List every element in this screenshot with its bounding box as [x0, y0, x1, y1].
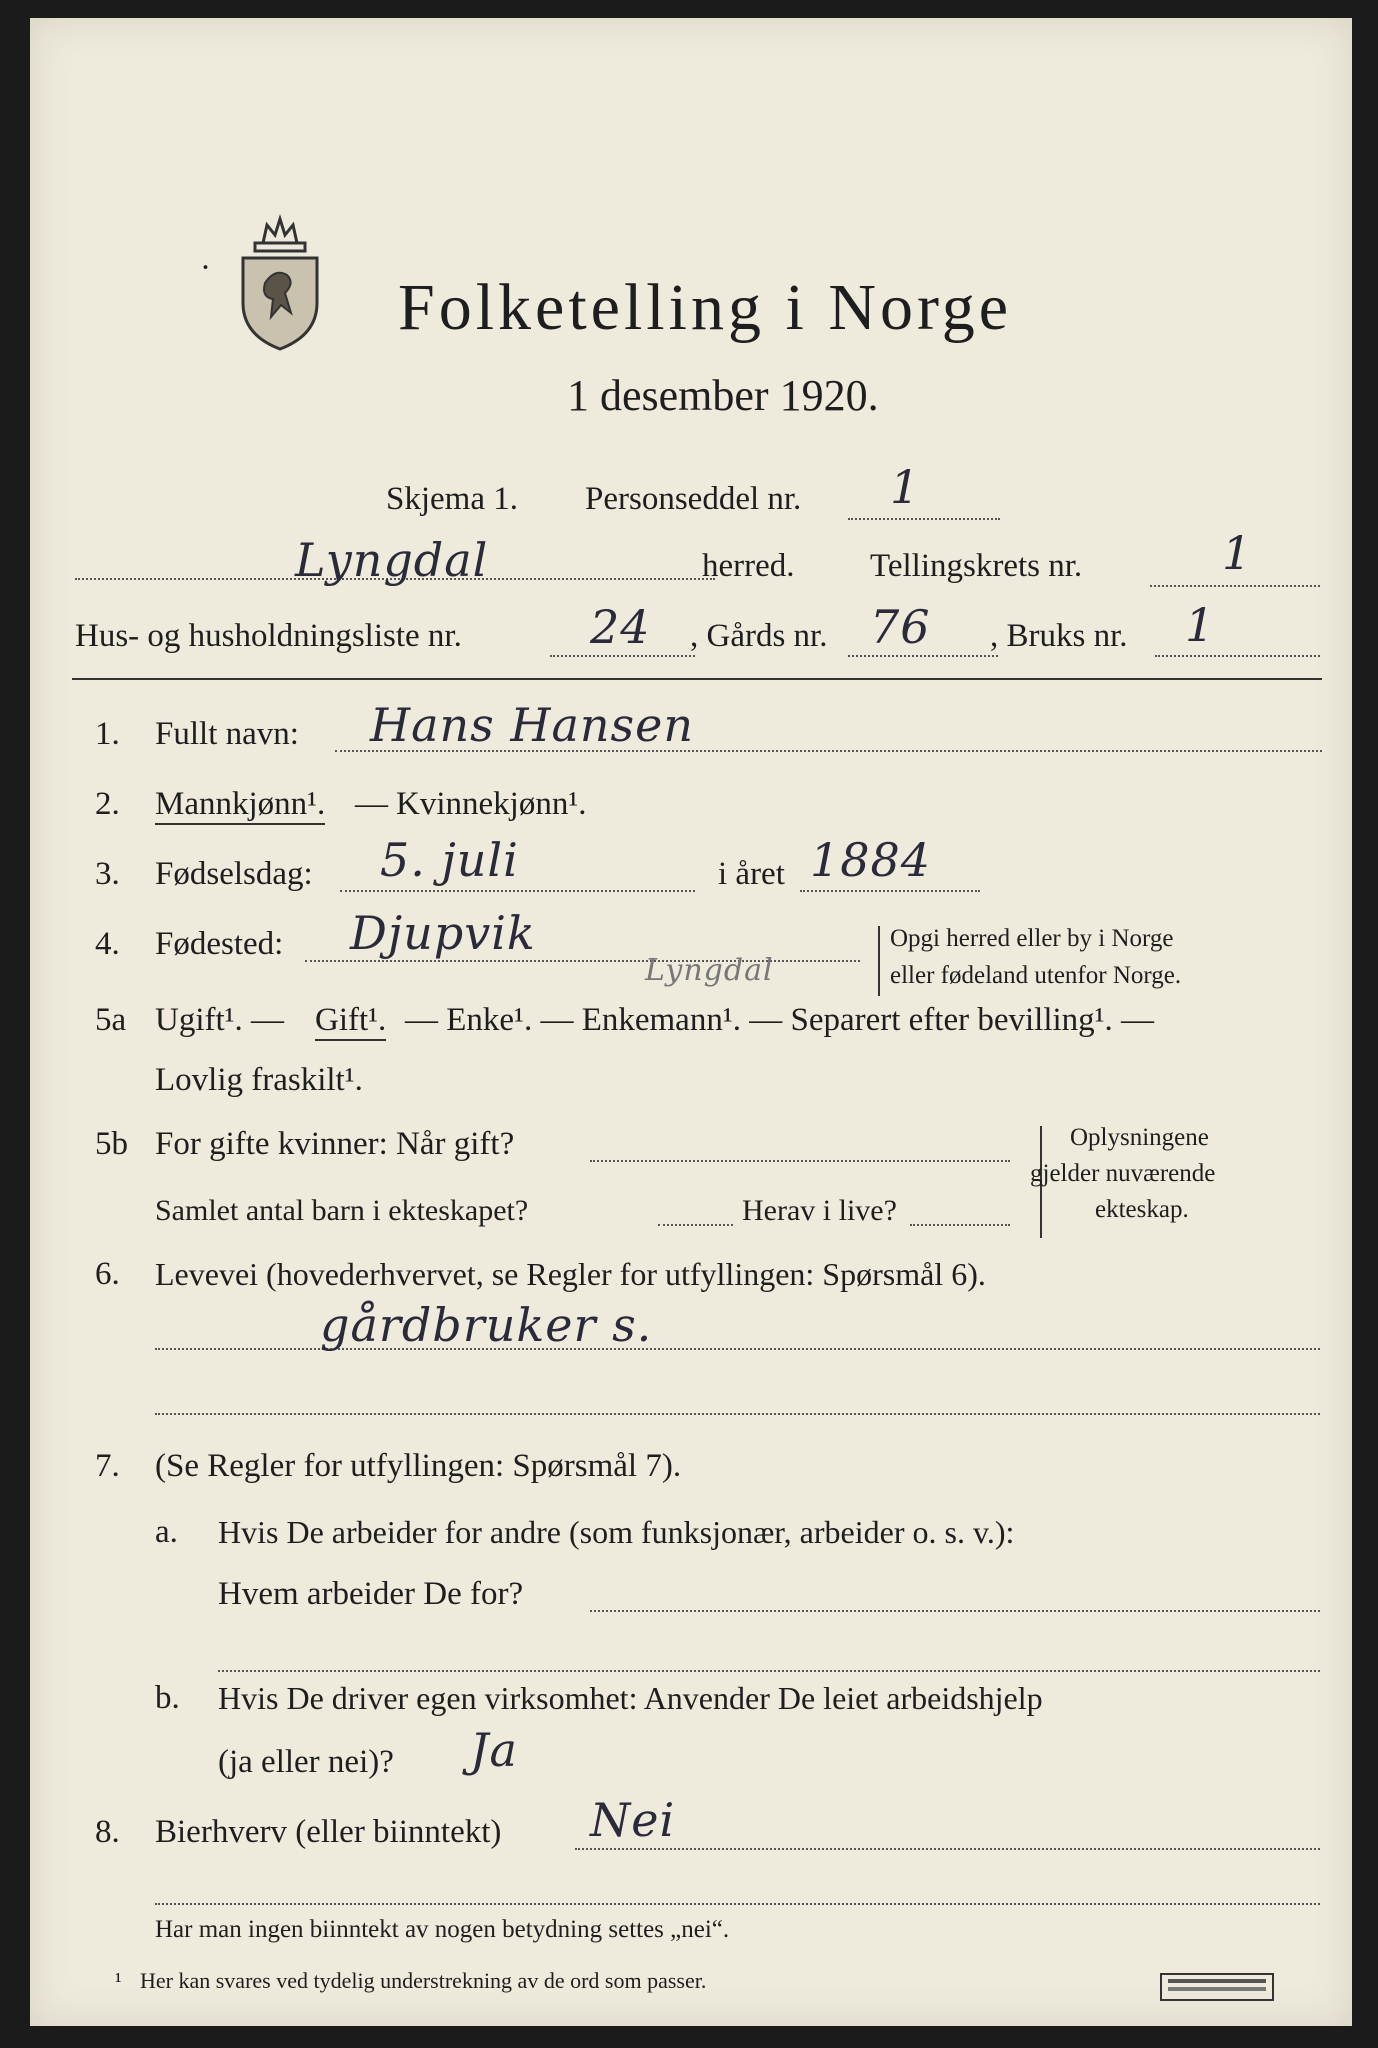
q1-label: Fullt navn: — [155, 716, 299, 752]
marriage-note-3: ekteskap. — [1095, 1196, 1189, 1223]
husliste-value[interactable]: 24 — [590, 600, 651, 654]
q5b-number: 5b — [95, 1126, 128, 1162]
q5a-other-options[interactable]: — Enke¹. — Enkemann¹. — Separert efter bevilling¹. — — [405, 1002, 1155, 1038]
hired-help-label: (ja eller nei)? — [218, 1744, 394, 1780]
footnote-mark: ¹ — [115, 1968, 122, 1993]
schema-label: Skjema 1. — [386, 481, 518, 517]
q2-number: 2. — [95, 786, 120, 822]
unmarried-option[interactable]: Ugift¹. — — [155, 1002, 285, 1038]
q7b-letter: b. — [155, 1680, 180, 1716]
full-name-value[interactable]: Hans Hansen — [370, 698, 695, 752]
children-label: Samlet antal barn i ekteskapet? — [155, 1194, 529, 1227]
coat-of-arms-icon — [225, 213, 335, 358]
nei-note: Har man ingen biinntekt av nogen betydning settes „nei“. — [155, 1916, 730, 1943]
married-option[interactable]: Gift¹. — [315, 1002, 386, 1041]
birthplace-note-1: Opgi herred eller by i Norge — [890, 925, 1174, 952]
q8-number: 8. — [95, 1814, 120, 1850]
q6-number: 6. — [95, 1256, 120, 1292]
q1-number: 1. — [95, 716, 120, 752]
gards-label: , Gårds nr. — [690, 618, 828, 654]
census-date: 1 desember 1920. — [567, 371, 879, 420]
marriage-note-2: gjelder nuværende — [1030, 1160, 1216, 1187]
hired-help-value[interactable]: Ja — [470, 1723, 518, 1777]
side-income-label: Bierhverv (eller biinntekt) — [155, 1814, 502, 1850]
header-divider — [72, 678, 1322, 680]
form-title: Folketelling i Norge — [398, 271, 1013, 344]
husliste-label: Hus- og husholdningsliste nr. — [75, 618, 462, 654]
marriage-note-1: Oplysningene — [1070, 1124, 1209, 1151]
q3-label: Fødselsdag: — [155, 856, 313, 892]
personseddel-value[interactable]: 1 — [890, 460, 921, 514]
q7a-letter: a. — [155, 1514, 178, 1550]
year-label: i året — [718, 856, 785, 892]
occupation-value[interactable]: gårdbruker s. — [320, 1298, 653, 1352]
divorced-option[interactable]: Lovlig fraskilt¹. — [155, 1062, 363, 1098]
herred-value[interactable]: Lyngdal — [295, 533, 489, 587]
printer-stamp-icon — [1160, 1973, 1274, 2001]
alive-label: Herav i live? — [742, 1194, 897, 1227]
birthplace-value[interactable]: Djupvik — [350, 906, 536, 960]
female-option[interactable]: Kvinnekjønn¹. — [396, 786, 587, 822]
q2-separator: — — [355, 786, 388, 822]
q4-number: 4. — [95, 926, 120, 962]
q4-label: Fødested: — [155, 926, 284, 962]
birthplace-correction: Lyngdal — [645, 953, 774, 988]
q3-number: 3. — [95, 856, 120, 892]
bruks-value[interactable]: 1 — [1185, 598, 1216, 652]
gards-value[interactable]: 76 — [870, 600, 931, 654]
male-option[interactable]: Mannkjønn¹. — [155, 786, 325, 825]
census-form: · Folketelling i Norge 1 desember 1920. Skjema 1. Personseddel nr. 1 Lyngdal herred. Tellingskrets nr. 1 Hus- og husholdningsliste nr. 24 , Gårds nr. 76 , Bruks nr. 1 1. Fullt navn: Hans Hansen 2. Mannkjønn¹. — Kvinnekjønn¹. 3. Fødselsdag: 5. juli i året 1884 4. Fødested: Djupvik Lyngdal Opgi herred eller by i Norge eller fødeland utenfor Norge. 5a Ugift¹. — Gift¹. — Enke¹. — Enkemann¹. — Separert efter bevilling¹. — Lovlig fraskilt¹. 5b For gifte kvinner: Når gift? Samlet antal barn i ekteskapet? Herav i live? Oplysningene gjelder nuværende ekteskap. 6. Levevei (hovederhvervet, se Regler for utfyllingen: Spørsmål 6). gårdbruker s. 7. (Se Regler for utfyllingen: Spørsmål 7). a. Hvis De arbeider for andre (som funksjonær, arbeider o. s. v.): Hvem arbeider De for? b. Hvis De driver egen virksomhet: Anvender De leiet arbeidshjelp (ja eller nei)? Ja 8. Bierhverv (eller biinntekt) Nei Har man ingen biinntekt av nogen betydning settes „nei“. ¹ Her kan svares ved tydelig understrekning av de ord som passer. — [30, 18, 1352, 2026]
tellingskrets-label: Tellingskrets nr. — [870, 548, 1083, 584]
q7-label: (Se Regler for utfyllingen: Spørsmål 7). — [155, 1448, 682, 1484]
birthplace-note-2: eller fødeland utenfor Norge. — [890, 962, 1182, 989]
tellingskrets-value[interactable]: 1 — [1222, 526, 1253, 580]
q7-number: 7. — [95, 1448, 120, 1484]
employer-label: Hvem arbeider De for? — [218, 1576, 524, 1612]
when-married-label: For gifte kvinner: Når gift? — [155, 1126, 515, 1162]
herred-label: herred. — [702, 548, 795, 584]
q7b-text: Hvis De driver egen virksomhet: Anvender De leiet arbeidshjelp — [218, 1680, 1043, 1716]
side-income-value[interactable]: Nei — [590, 1793, 676, 1847]
footnote-text: Her kan svares ved tydelig understrekning av de ord som passer. — [140, 1968, 707, 1993]
q7a-text: Hvis De arbeider for andre (som funksjonær, arbeider o. s. v.): — [218, 1514, 1015, 1550]
bruks-label: , Bruks nr. — [990, 618, 1128, 654]
personseddel-label: Personseddel nr. — [585, 481, 802, 517]
occupation-label: Levevei (hovederhvervet, se Regler for utfyllingen: Spørsmål 6). — [155, 1256, 986, 1292]
q5a-number: 5a — [95, 1002, 127, 1038]
birthday-value[interactable]: 5. juli — [380, 833, 519, 887]
birth-year-value[interactable]: 1884 — [810, 833, 932, 887]
